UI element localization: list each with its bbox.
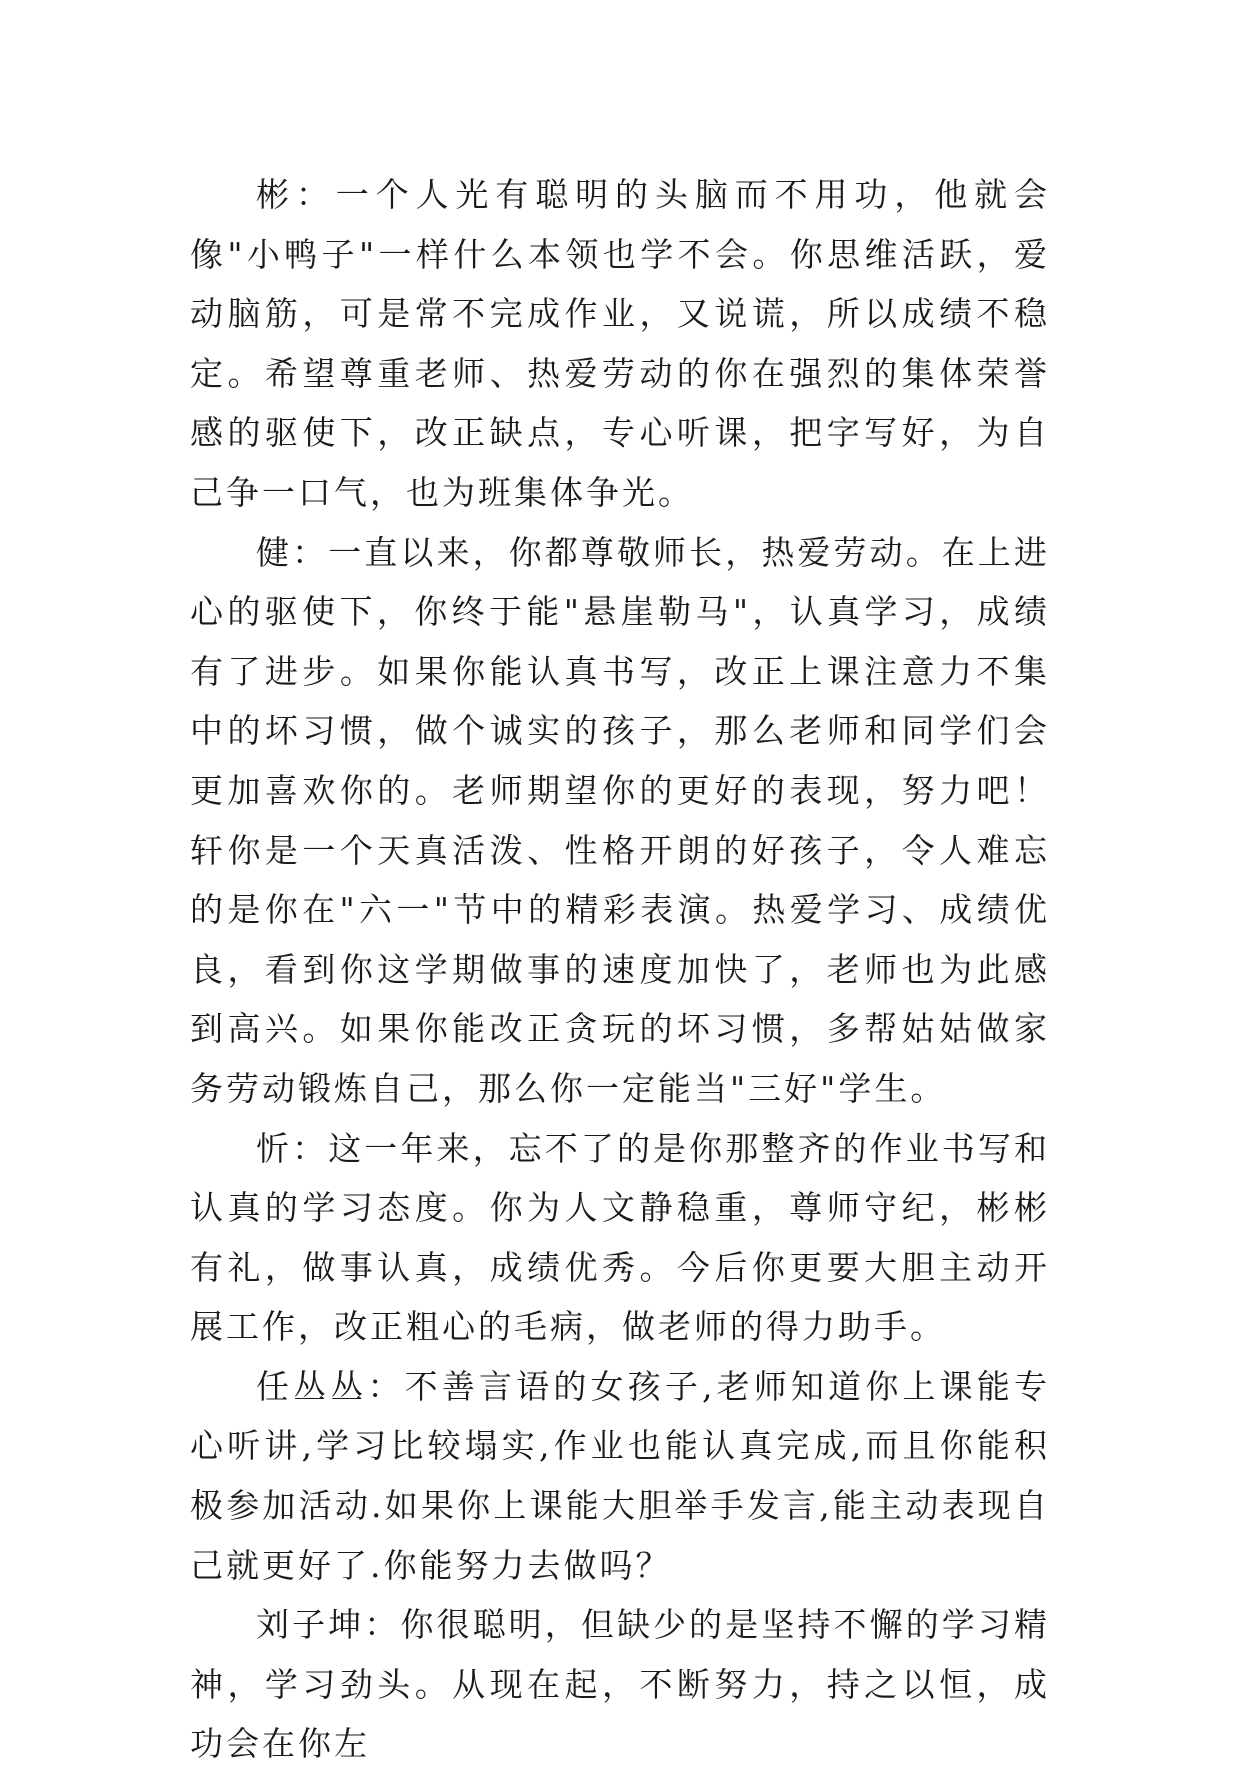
- document-body: [190, 165, 1050, 1774]
- comment-paragraph-ren-congcong: 任丛丛：不善言语的女孩子,老师知道你上课能专心听讲,学习比较塌实,作业也能认真完成,而且你能积极参加活动.如果你上课能大胆举手发言,能主动表现自己就更好了.你能努力去做吗？: [190, 1366, 1050, 1585]
- comment-paragraph-jian: 健：一直以来，你都尊敬师长，热爱劳动。在上进心的驱使下，你终于能"悬崖勒马"，认真学习，成绩有了进步。如果你能认真书写，改正上课注意力不集中的坏习惯，做个诚实的孩子，那么老师和同学们会更加喜欢你的。老师期望你的更好的表现，努力吧！轩你是一个天真活泼、性格开朗的好孩子，令人难忘的是你在"六一"节中的精彩表演。热爱学习、成绩优良，看到你这学期做事的速度加快了，老师也为此感到高兴。如果你能改正贪玩的坏习惯，多帮姑姑做家务劳动锻炼自己，那么你一定能当"三好"学生。: [190, 532, 1050, 1108]
- comment-paragraph-bin: 彬：一个人光有聪明的头脑而不用功，他就会像"小鸭子"一样什么本领也学不会。你思维活跃，爱动脑筋，可是常不完成作业，又说谎，所以成绩不稳定。希望尊重老师、热爱劳动的你在强烈的集体荣誉感的驱使下，改正缺点，专心听课，把字写好，为自己争一口气，也为班集体争光。: [190, 175, 1050, 512]
- comment-paragraph-xin: 忻：这一年来，忘不了的是你那整齐的作业书写和认真的学习态度。你为人文静稳重，尊师守纪，彬彬有礼，做事认真，成绩优秀。今后你更要大胆主动开展工作，改正粗心的毛病，做老师的得力助手。: [190, 1128, 1050, 1347]
- comment-paragraph-liu-zikun: 刘子坤：你很聪明，但缺少的是坚持不懈的学习精神，学习劲头。从现在起，不断努力，持之以恒，成功会在你左: [190, 1605, 1050, 1764]
